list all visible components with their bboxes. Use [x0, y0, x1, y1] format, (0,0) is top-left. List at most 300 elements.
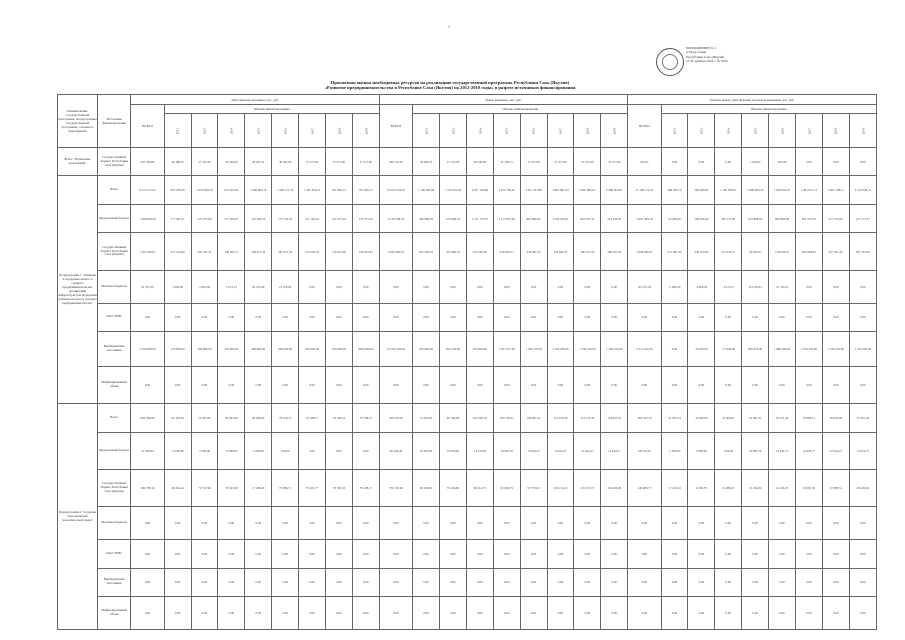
value-cell: 0,00	[628, 303, 661, 331]
value-cell: 14 233,00	[466, 432, 493, 469]
value-cell: 17 289,69	[245, 469, 272, 506]
value-cell: 131 165,24	[299, 204, 326, 232]
value-cell: -2 860,00	[688, 270, 715, 303]
value-cell: 0,00	[352, 303, 379, 331]
value-cell: 16 941,91	[742, 404, 769, 432]
value-cell: 0,00	[795, 507, 822, 540]
value-cell: 79 166,69	[440, 469, 467, 506]
value-cell: 2 975 746,26	[493, 176, 520, 204]
value-cell: 0,00	[849, 367, 876, 404]
value-cell: 0,00	[520, 303, 547, 331]
value-cell: 13 634,77	[769, 432, 796, 469]
value-cell: 1 796 250,00	[574, 331, 601, 366]
value-cell: 0,00	[574, 507, 601, 540]
value-cell: 0,00	[661, 596, 688, 629]
value-cell: 16 920,16	[493, 432, 520, 469]
value-cell: 0,00	[466, 270, 493, 303]
value-cell: 0,00	[245, 568, 272, 596]
value-cell: 2 957 721,80	[520, 176, 547, 204]
value-cell: 0,00	[493, 303, 520, 331]
header-total: ВСЕГО	[628, 105, 661, 148]
value-cell: 0,00	[769, 596, 796, 629]
value-cell: 2 268,00	[245, 432, 272, 469]
value-cell: 0,00	[574, 540, 601, 568]
program-cell: Подпрограмма 1 "Развитие и поддержка малого и среднего предпринимательства, организации инфраструктуры поддержки субъектов малого и среднего предпринимательства"	[58, 176, 98, 404]
value-cell: 0,00	[742, 540, 769, 568]
value-cell: 0,00	[628, 367, 661, 404]
value-cell: 0,00	[440, 303, 467, 331]
value-cell: 97 270,04	[520, 469, 547, 506]
value-cell: 79 105,77	[299, 469, 326, 506]
value-cell: 0,00	[795, 596, 822, 629]
value-cell: 0,00	[822, 148, 849, 176]
value-cell: 0,00	[520, 596, 547, 629]
header-year: 2018	[325, 114, 352, 148]
value-cell: 756 167,92	[379, 469, 412, 506]
value-cell: 84 182,44	[164, 404, 191, 432]
value-cell: 0,00	[849, 270, 876, 303]
appendix-line: ПРИЛОЖЕНИЕ № 1	[686, 46, 717, 50]
source-cell: Всего	[98, 176, 131, 204]
value-cell: 102 095,19	[466, 404, 493, 432]
value-cell: 0,00	[440, 596, 467, 629]
header-year: 2016	[272, 114, 299, 148]
value-cell: -825,00	[769, 148, 796, 176]
value-cell: 342 981,53	[520, 233, 547, 270]
value-cell: 36 380,10	[164, 148, 191, 176]
value-cell: 149 063,77	[628, 469, 661, 506]
value-cell: 0,00	[466, 568, 493, 596]
value-cell: 37 477,00	[352, 148, 379, 176]
value-cell: 0,00	[601, 568, 628, 596]
table-row	[58, 507, 877, 540]
value-cell: 0,00	[131, 568, 164, 596]
value-cell: 0,00	[299, 507, 326, 540]
value-cell: 114 237,43	[574, 404, 601, 432]
value-cell: 0,00	[601, 596, 628, 629]
source-cell: Внебюджетные источники	[98, 568, 131, 596]
value-cell: 16 830,00	[822, 404, 849, 432]
header-year: 2017	[547, 114, 574, 148]
page-number: 1	[448, 24, 450, 29]
value-cell: 0,00	[547, 540, 574, 568]
value-cell: 3 091 499,18	[628, 204, 661, 232]
value-cell: 0,00	[413, 507, 440, 540]
value-cell: 0,00	[413, 367, 440, 404]
value-cell: 0,00	[574, 367, 601, 404]
value-cell: 2 175 647,49	[493, 204, 520, 232]
value-cell: 90 449,29	[379, 432, 412, 469]
value-cell: 0,00	[795, 303, 822, 331]
value-cell: 0,00	[466, 596, 493, 629]
appendix-note	[686, 46, 801, 64]
value-cell: 0,00	[440, 367, 467, 404]
value-cell: 0,00	[628, 568, 661, 596]
value-cell: 1 511 173,70	[466, 204, 493, 232]
value-cell: 0,00	[520, 540, 547, 568]
value-cell: 37 461,28	[849, 404, 876, 432]
value-cell: 0,00	[601, 367, 628, 404]
value-cell: 12 624,77	[795, 432, 822, 469]
value-cell: 102 214,23	[547, 469, 574, 506]
value-cell: 35 101,26	[769, 404, 796, 432]
table-row	[58, 568, 877, 596]
value-cell: 0,00	[795, 540, 822, 568]
value-cell: 0,00	[272, 507, 299, 540]
value-cell: 0,00	[245, 367, 272, 404]
value-cell: 1 698 969,33	[742, 176, 769, 204]
value-cell: 211 002,33	[299, 233, 326, 270]
table-row	[58, 367, 877, 404]
value-cell: 2 668 286,47	[628, 233, 661, 270]
value-cell: 0,00	[379, 367, 412, 404]
value-cell: 17 203,34	[661, 469, 688, 506]
value-cell: 0,00	[325, 432, 352, 469]
value-cell: 0,00	[352, 568, 379, 596]
header-year: 2013	[688, 114, 715, 148]
value-cell: 0,00	[164, 507, 191, 540]
value-cell: 0,00	[849, 568, 876, 596]
value-cell: 0,00	[191, 568, 218, 596]
value-cell: -1 673,15	[715, 270, 742, 303]
value-cell: 61 961,34	[661, 404, 688, 432]
value-cell: 10 600,00	[440, 432, 467, 469]
value-cell: 62 276,46	[245, 270, 272, 303]
value-cell: 167 826,24	[245, 204, 272, 232]
value-cell: 0,00	[520, 568, 547, 596]
value-cell: 1 766 230,00	[547, 331, 574, 366]
value-cell: 292 886,59	[413, 204, 440, 232]
value-cell: 2 997 883,03	[574, 176, 601, 204]
value-cell: 0,00	[769, 367, 796, 404]
value-cell: 1 346 279,00	[822, 331, 849, 366]
value-cell: 0,00	[379, 540, 412, 568]
value-cell: 0,00	[822, 303, 849, 331]
value-cell: 0,00	[493, 507, 520, 540]
value-cell: 234 227,61	[352, 233, 379, 270]
value-cell: 350 600,00	[218, 331, 245, 366]
value-cell: 459 602,37	[547, 233, 574, 270]
value-cell: 0,00	[547, 596, 574, 629]
header-program: Наименование государственной программы, подпрограммы государственной программы, основного мероприятия	[58, 95, 98, 148]
value-cell: 2 162 048,51	[849, 176, 876, 204]
value-cell: 0,00	[164, 596, 191, 629]
value-cell: 0,00	[688, 540, 715, 568]
value-cell: 104 209,09	[601, 469, 628, 506]
source-cell: Государственный бюджет Республики Саха (Якутия)	[98, 233, 131, 270]
appendix-line: от 30 декабря 2019 г. № 1000	[686, 59, 728, 64]
value-cell: 0,00	[715, 596, 742, 629]
value-cell: 0,00	[493, 270, 520, 303]
value-cell: 76 089,11	[795, 404, 822, 432]
value-cell: 0,00	[742, 303, 769, 331]
value-cell: 9 206,79	[688, 469, 715, 506]
value-cell: 289 304,70	[661, 176, 688, 204]
value-cell: 0,00	[413, 568, 440, 596]
value-cell: 0,00	[325, 507, 352, 540]
value-cell: 0,00	[822, 568, 849, 596]
value-cell: 2 806 904,91	[601, 176, 628, 204]
value-cell: 0,00	[628, 596, 661, 629]
financing-table	[57, 94, 877, 630]
source-cell: Нефиксированный объем	[98, 367, 131, 404]
value-cell: 12 624,27	[574, 432, 601, 469]
value-cell: 0,00	[379, 303, 412, 331]
value-cell: 0,00	[822, 596, 849, 629]
value-cell: 298 191,45	[379, 148, 412, 176]
value-cell: 382 806,00	[191, 331, 218, 366]
value-cell: 0,00	[520, 507, 547, 540]
value-cell: 0,00	[413, 596, 440, 629]
header-total: ВСЕГО	[131, 105, 164, 148]
value-cell: 1 089 658,38	[131, 204, 164, 232]
value-cell: 367 901,20	[822, 233, 849, 270]
program-cell: Подпрограмма 2 "Создание благоприятной экономической среды"	[58, 404, 98, 630]
value-cell: 0,00	[742, 568, 769, 596]
value-cell: 90 014,75	[466, 469, 493, 506]
value-cell: 0,00	[352, 432, 379, 469]
source-cell: ОАО "РИК"	[98, 540, 131, 568]
value-cell: 100,00	[272, 432, 299, 469]
table-row	[58, 404, 877, 432]
value-cell: 1 208 862,76	[245, 176, 272, 204]
value-cell: 0,00	[849, 303, 876, 331]
header-difference: Разница между действующей и новой редакциями, тыс. руб.	[628, 95, 877, 105]
value-cell: 0,00	[769, 507, 796, 540]
value-cell: 1 229,67	[742, 148, 769, 176]
value-cell: 0,00	[413, 270, 440, 303]
value-cell: 0,00	[325, 596, 352, 629]
value-cell: 0,00	[325, 540, 352, 568]
value-cell: 0,00	[299, 270, 326, 303]
value-cell: 79 708,15	[352, 404, 379, 432]
value-cell: 0,00	[493, 596, 520, 629]
value-cell: 0,00	[218, 596, 245, 629]
value-cell: 477 334,62	[822, 204, 849, 232]
value-cell: 37 477,00	[574, 148, 601, 176]
value-cell: 379 488,33	[440, 204, 467, 232]
value-cell: 176 241,60	[325, 233, 352, 270]
value-cell: 400 800,00	[245, 331, 272, 366]
value-cell: 90 780,00	[440, 404, 467, 432]
value-cell: 1 069,00	[164, 270, 191, 303]
value-cell: 0,00	[352, 367, 379, 404]
source-cell: Местные бюджеты	[98, 270, 131, 303]
value-cell: 12 624,27	[520, 432, 547, 469]
value-cell: 0,00	[218, 367, 245, 404]
table-row	[58, 303, 877, 331]
value-cell: 435 020,90	[466, 233, 493, 270]
value-cell: 458 418,29	[379, 404, 412, 432]
header-source: Источники финансирования	[98, 95, 131, 148]
value-cell: 1 761 940,91	[131, 233, 164, 270]
value-cell: 0,00	[628, 507, 661, 540]
value-cell: 0,00	[601, 270, 628, 303]
source-cell: ОАО "РИК"	[98, 303, 131, 331]
table-row	[58, 540, 877, 568]
value-cell: 350 600,00	[325, 331, 352, 366]
value-cell: 0,00	[325, 367, 352, 404]
header-year: 2016	[769, 114, 796, 148]
table-row	[58, 469, 877, 506]
value-cell: 0,00	[131, 507, 164, 540]
value-cell: 0,00	[272, 568, 299, 596]
value-cell: 1 086 289,00	[769, 331, 796, 366]
value-cell: 148 477,34	[245, 233, 272, 270]
value-cell: 16 681,16	[742, 432, 769, 469]
header-year: 2019	[849, 114, 876, 148]
value-cell: 0,00	[688, 367, 715, 404]
value-cell: 0,00	[715, 367, 742, 404]
value-cell: 0,00	[299, 303, 326, 331]
value-cell: 78 104,71	[272, 404, 299, 432]
value-cell: 76 230,00	[688, 331, 715, 366]
value-cell: 21 430,25	[769, 469, 796, 506]
value-cell: 1 219 269,00	[849, 331, 876, 366]
value-cell: 15 600,00	[218, 432, 245, 469]
value-cell: 0,00	[795, 270, 822, 303]
value-cell: 0,00	[547, 303, 574, 331]
value-cell: 791 836,12	[352, 176, 379, 204]
value-cell: 831 972,03	[795, 204, 822, 232]
value-cell: 74 360,00	[413, 404, 440, 432]
title-line-2: «Развитие предпринимательства в Республике Саха (Якутия) на 2012-2019 годы» в разрезе источников финансирования	[324, 85, 576, 91]
value-cell: 0,00	[164, 367, 191, 404]
table-row	[58, 596, 877, 629]
value-cell: 37 477,00	[299, 148, 326, 176]
value-cell: 0,00	[466, 367, 493, 404]
header-year: 2019	[601, 114, 628, 148]
value-cell: 0,00	[822, 270, 849, 303]
value-cell: 0,00	[191, 303, 218, 331]
value-cell: 615 868,83	[742, 204, 769, 232]
value-cell: 0,00	[822, 507, 849, 540]
value-cell: 0,00	[795, 367, 822, 404]
value-cell: 1 562 433,91	[547, 204, 574, 232]
value-cell: 21 070,68	[272, 270, 299, 303]
value-cell: 0,00	[352, 540, 379, 568]
value-cell: 0,00	[661, 568, 688, 596]
value-cell: 371 465,07	[218, 204, 245, 232]
value-cell: -77 649,00	[715, 331, 742, 366]
value-cell: 4 138 188,53	[379, 204, 412, 232]
value-cell: 380 167,24	[574, 233, 601, 270]
value-cell: 0,00	[520, 270, 547, 303]
value-cell: 127 173,57	[849, 204, 876, 232]
value-cell: 6 311 919,26	[628, 331, 661, 366]
value-cell: 0,00	[715, 303, 742, 331]
value-cell: 0,00	[493, 540, 520, 568]
value-cell: 0,00	[325, 568, 352, 596]
value-cell: 0,00	[849, 148, 876, 176]
value-cell: 1 760 256,90	[601, 331, 628, 366]
header-year: 2018	[822, 114, 849, 148]
value-cell: 267 371,50	[272, 233, 299, 270]
header-current-edition: Действующая редакция, тыс. руб.	[131, 95, 379, 105]
value-cell: 0,00	[272, 540, 299, 568]
value-cell: 0,00	[466, 303, 493, 331]
value-cell: 0,00	[245, 507, 272, 540]
value-cell: 12 624,77	[849, 432, 876, 469]
value-cell: 0,00	[352, 507, 379, 540]
value-cell: 0,00	[325, 303, 352, 331]
value-cell: 40 291,31	[245, 148, 272, 176]
value-cell: -91 531,29	[628, 270, 661, 303]
value-cell: 13 600,00	[164, 432, 191, 469]
table-row	[58, 233, 877, 270]
value-cell: 0,00	[628, 540, 661, 568]
source-cell: Федеральный бюджет	[98, 204, 131, 232]
value-cell: 217 661,34	[661, 233, 688, 270]
value-cell: 4 160 000,00	[131, 331, 164, 366]
value-cell: 296 780,16	[131, 469, 164, 506]
table-row	[58, 148, 877, 176]
value-cell: 426 829,37	[493, 233, 520, 270]
value-cell: 0,00	[352, 596, 379, 629]
value-cell: 1 090 956,32	[769, 176, 796, 204]
value-cell: 0,00	[769, 303, 796, 331]
value-cell: 3 000,00	[688, 432, 715, 469]
value-cell: 0,00	[520, 367, 547, 404]
value-cell: 863 886,95	[520, 204, 547, 232]
value-cell: 66 230,00	[413, 469, 440, 506]
value-cell: 1 397 459,41	[299, 176, 326, 204]
value-cell: 114 919,58	[547, 404, 574, 432]
value-cell: 49 432,44	[164, 469, 191, 506]
value-cell: 12 624,27	[601, 432, 628, 469]
value-cell: 4 642 606,67	[379, 233, 412, 270]
value-cell: 401,31	[628, 148, 661, 176]
value-cell: 0,00	[688, 148, 715, 176]
value-cell: 350 000,00	[299, 331, 326, 366]
value-cell: 464 984,05	[795, 233, 822, 270]
value-cell: 78 108,17	[352, 469, 379, 506]
value-cell: 0,00	[299, 432, 326, 469]
header-year: 2017	[299, 114, 326, 148]
value-cell: 0,00	[574, 568, 601, 596]
value-cell: 0,00	[440, 507, 467, 540]
value-cell: 387 301,05	[849, 233, 876, 270]
value-cell: 903 256,00	[164, 176, 191, 204]
value-cell: 0,00	[601, 507, 628, 540]
value-cell: 0,00	[164, 568, 191, 596]
value-cell: 475 969,32	[440, 233, 467, 270]
value-cell: 692 863,89	[769, 204, 796, 232]
value-cell: 1 766 179,58	[520, 331, 547, 366]
value-cell: 0,00	[379, 507, 412, 540]
value-cell: 155 600,00	[164, 331, 191, 366]
header-volumes: Объемы финансирования	[661, 105, 876, 114]
value-cell: 0,00	[547, 507, 574, 540]
source-cell: Нефиксированный объем	[98, 596, 131, 629]
value-cell: 19 424 704,05	[379, 176, 412, 204]
value-cell: 0,00	[547, 367, 574, 404]
value-cell: 0,00	[849, 540, 876, 568]
title-line-1: Прогнозная оценка необходимых ресурсов на реализацию государственной программы Республики Саха (Якутия)	[330, 80, 570, 85]
value-cell: -206 127,70	[628, 404, 661, 432]
value-cell: 0,00	[466, 507, 493, 540]
value-cell: 453 866,00	[413, 331, 440, 366]
value-cell: 0,00	[218, 568, 245, 596]
value-cell: -63 278,01	[742, 270, 769, 303]
value-cell: 70 747,96	[191, 469, 218, 506]
value-cell: 37 163,29	[191, 148, 218, 176]
value-cell: 125 375,26	[352, 204, 379, 232]
value-cell: 37 163,29	[440, 148, 467, 176]
value-cell: 79 108,17	[299, 404, 326, 432]
value-cell: 240 472,93	[688, 233, 715, 270]
value-cell: 3500 000,00	[352, 331, 379, 366]
